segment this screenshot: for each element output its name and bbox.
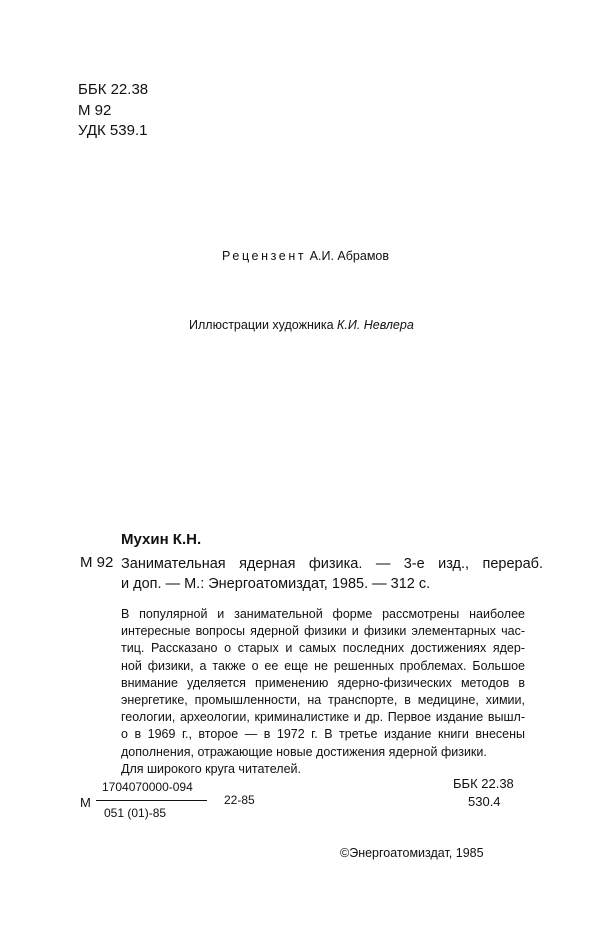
reviewer-line xyxy=(222,249,389,263)
audience-line: Для широкого круга читателей. xyxy=(121,761,302,776)
author-heading: Мухин К.Н. xyxy=(121,531,202,548)
annotation-line: В популярной и занимательной форме рассмотрены наиболее xyxy=(121,607,525,621)
bbk-footer-sub: 530.4 xyxy=(468,794,501,809)
annotation-line: дополнения, отражающие новые достижения ядерной физики. xyxy=(121,744,487,759)
annotation-line: о в 1969 г., второе — в 1972 г. В третье издание книги внесены xyxy=(121,727,525,742)
index-letter: М xyxy=(80,795,91,810)
udk-code: УДК 539.1 xyxy=(78,122,148,139)
bib-line: Занимательная ядерная физика. — 3-е изд., перераб. xyxy=(121,556,543,572)
annotation-line: интересные вопросы ядерной физики и физики элементарных час- xyxy=(121,624,525,639)
reviewer-role: Рецензент xyxy=(222,249,307,263)
annotation-line: геологии, археологии, криминалистике и др. Первое издание вышл- xyxy=(121,710,525,725)
annotation xyxy=(121,606,525,778)
classification-codes xyxy=(78,80,148,142)
bibliographic-code: М 92 xyxy=(80,554,114,571)
bbk-footer xyxy=(453,775,514,811)
index-denominator: 051 (01)-85 xyxy=(104,806,167,820)
index-numerator: 1704070000-094 xyxy=(102,780,193,794)
annotation-line: тиц. Рассказано о старых и самых последних достижениях ядер- xyxy=(121,641,525,656)
illustrations-label: Иллюстрации художника xyxy=(189,318,334,332)
index-fraction-bar xyxy=(96,800,207,801)
bibliographic-description xyxy=(121,554,543,594)
copyright: ©Энергоатомиздат, 1985 xyxy=(340,846,484,860)
bib-line: и доп. — М.: Энергоатомиздат, 1985. — 312 с. xyxy=(121,576,431,592)
annotation-line: ной физики, а также о ее еще не решенных проблемах. Большое xyxy=(121,658,525,673)
illustrations-line xyxy=(189,318,414,332)
annotation-line: внимание уделяется применению ядерно-физических методов в xyxy=(121,675,525,690)
illustrator-name: К.И. Невлера xyxy=(337,318,414,332)
annotation-line: энергетике, промышленности, на транспорте, в медицине, химии, xyxy=(121,693,525,708)
bbk-footer-main: ББК 22.38 xyxy=(453,776,514,791)
bbk-code: ББК 22.38 xyxy=(78,81,149,98)
reviewer-name: А.И. Абрамов xyxy=(309,249,389,263)
author-mark: М 92 xyxy=(78,101,112,119)
index-suffix: 22-85 xyxy=(224,793,255,807)
